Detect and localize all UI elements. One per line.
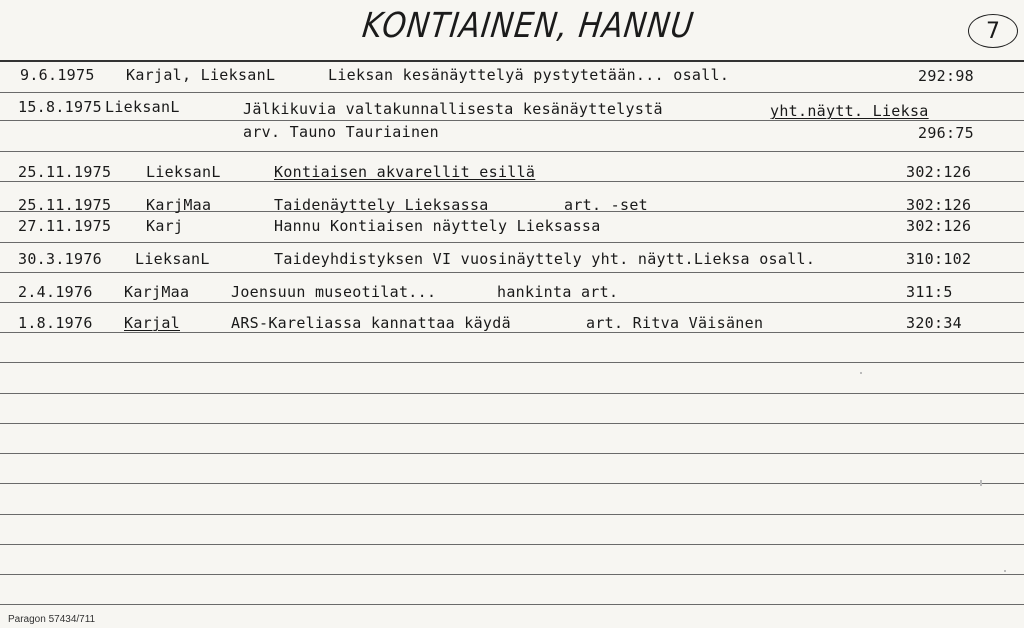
entry-date: 15.8.1975 [18,98,102,116]
ruled-line [0,92,1024,93]
entry-date: 27.11.1975 [18,217,112,235]
entry-title: Jälkikuvia valtakunnallisesta kesänäyttelystä [243,100,663,118]
entry-title: Hannu Kontiaisen näyttely Lieksassa [274,217,601,235]
ruled-line [0,272,1024,273]
card-footer-printer-mark: Paragon 57434/711 [8,614,96,625]
entry-source: LieksanL [135,250,210,268]
ruled-line [0,120,1024,121]
entry-ref: 311:5 [906,283,953,301]
ruled-line [0,514,1024,515]
entry-date: 9.6.1975 [20,66,95,84]
entry-title: Taideyhdistyksen VI vuosinäyttely yht. näytt.Lieksa osall. [274,250,816,268]
entry-date: 30.3.1976 [18,250,102,268]
entry-ref: 310:102 [906,250,972,268]
ruled-line [0,362,1024,363]
heading-name: KONTIAINEN, HANNU [360,6,697,47]
paper-speck [860,372,862,374]
entry-date: 25.11.1975 [18,163,112,181]
card-heading [360,2,725,58]
card-number-circle [968,14,1018,48]
ruled-line [0,574,1024,575]
entry-note: yht.näytt. Lieksa [770,102,929,120]
entry-title: Lieksan kesänäyttelyä pystytetään... osall. [328,66,730,84]
entry-source: LieksanL [105,98,180,116]
entry-ref: 302:126 [906,163,972,181]
entry-ref: 320:34 [906,314,962,332]
entry-date: 1.8.1976 [18,314,93,332]
ruled-line [0,544,1024,545]
ruled-line [0,423,1024,424]
entry-source: Karjal [124,314,180,332]
entry-note: art. Ritva Väisänen [586,314,764,332]
entry-source: LieksanL [146,163,221,181]
entry-title: Kontiaisen akvarellit esillä [274,163,536,181]
entry-title: Taidenäyttely Lieksassa [274,196,489,214]
entry-source: KarjMaa [124,283,190,301]
ruled-line [0,453,1024,454]
entry-source: KarjMaa [146,196,212,214]
ruled-line [0,332,1024,333]
ruled-line [0,604,1024,605]
ruled-line [0,483,1024,484]
entry-ref: 296:75 [918,124,974,142]
entry-note: art. -set [564,196,648,214]
ruled-line [0,302,1024,303]
card-number: 7 [986,18,1000,44]
entry-source: Karjal, LieksanL [126,66,276,84]
ruled-line [0,181,1024,182]
entry-ref: 292:98 [918,67,974,85]
entry-source: Karj [146,217,184,235]
paper-speck [980,480,982,486]
entry-note: hankinta art. [497,283,619,301]
entry-ref: 302:126 [906,217,972,235]
ruled-line [0,393,1024,394]
entry-title-continued: arv. Tauno Tauriainen [243,123,439,141]
ruled-line [0,242,1024,243]
ruled-line [0,151,1024,152]
paper-speck [1004,570,1006,572]
entry-title: ARS-Kareliassa kannattaa käydä [231,314,511,332]
entry-ref: 302:126 [906,196,972,214]
ruled-line [0,60,1024,62]
entry-date: 25.11.1975 [18,196,112,214]
entry-date: 2.4.1976 [18,283,93,301]
entry-title: Joensuun museotilat... [231,283,437,301]
